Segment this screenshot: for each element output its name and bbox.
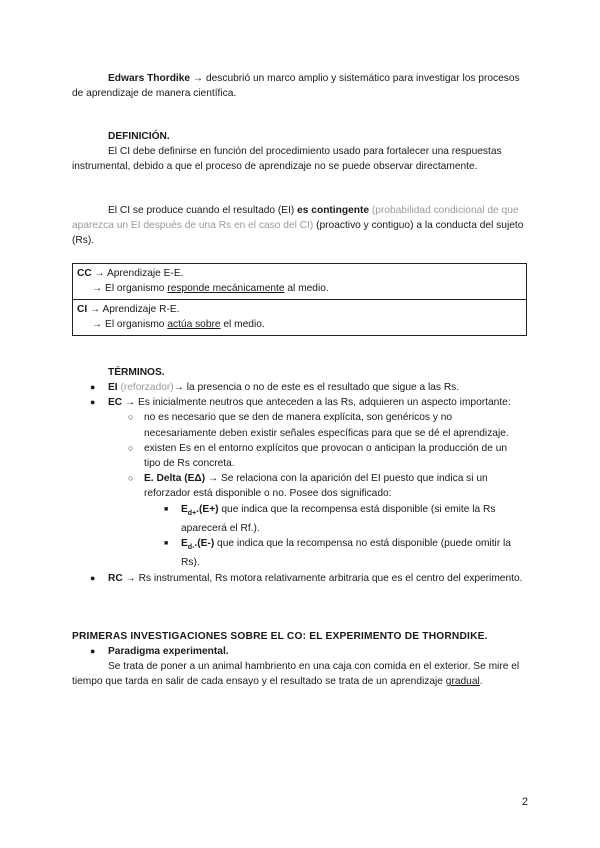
definicion-paragraph-1: El CI debe definirse en función del procedimiento usado para fortalecer una respuestas instrumental, debido a que el proceso de aprendizaje no se puede observar directamente. (72, 146, 502, 173)
intro-text: → descubrió un marco amplio y sistemático para investigar los procesos de aprendizaje de manera científica. (72, 73, 520, 100)
list-item-delta-minus: ■ $E_{d-}.(E-)$ que indica que la recompensa no está disponible (puede omitir la Rs). (164, 538, 511, 569)
circle-bullet-icon: ○ (128, 473, 134, 484)
bullet-icon: ● (90, 646, 96, 656)
definicion-paragraph-2: El CI se produce cuando el resultado (EI) es contingente (probabilidad condicional de que aparezca un EI después de una Rs en el caso del CI) (proactivo y contiguo) a la conducta del sujeto (Rs). (72, 205, 524, 247)
list-item-ec-sub-1: ○ no es necesario que se den de manera explícita, son genéricos y no necesariamente deben existir señales específicas para que se dé el aprendizaje. (128, 412, 509, 439)
list-item-rc: ● RC → Rs instrumental, Rs motora relativamente arbitraria que es el centro del experimento. (90, 571, 524, 586)
ci-cell: CI → Aprendizaje R-E. → El organismo actúa sobre el medio. (73, 299, 526, 335)
page-number: 2 (521, 796, 528, 808)
intro-author: Edwars Thordike (108, 73, 191, 84)
list-item-ec-sub-2: ○ existen Es en el entorno explícitos que provocan o anticipan la producción de un tipo de Rs concreta. (128, 442, 508, 470)
list-item-delta-plus: ■ $E_{d+}.(E+)$ que indica que la recompensa está disponible (si emite la Rs aparecerá el Rf.). (164, 503, 496, 534)
cc-cell: CC → Aprendizaje E-E. → El organismo responde mecánicamente al medio. (77, 268, 329, 294)
investigaciones-paragraph: Se trata de poner a un animal hambriento en una caja con comida en el exterior. Se mire el tiempo que tarda en salir de cada ensayo y el resultado se trata de un aprendizaje gradual. (72, 661, 520, 688)
terminos-heading: TÉRMINOS. (108, 367, 165, 378)
investigaciones-heading: PRIMERAS INVESTIGACIONES SOBRE EL CO: EL EXPERIMENTO DE THORNDIKE. (72, 631, 488, 642)
square-bullet-icon: ■ (164, 540, 169, 548)
investigaciones-list (90, 644, 524, 659)
bullet-icon: ● (90, 397, 96, 408)
circle-bullet-icon: ○ (128, 412, 134, 423)
bullet-icon: ● (90, 382, 96, 392)
square-bullet-icon: ■ (164, 505, 169, 513)
terminos-list (90, 380, 524, 586)
list-item-paradigma: ● Paradigma experimental. (90, 644, 524, 659)
list-item-ec: ● EC → Es inicialmente neutros que anteceden a las Rs, adquieren un aspecto importante: (90, 395, 524, 410)
bullet-icon: ● (90, 572, 96, 583)
list-item-ei: ● EI (reforzador)→ la presencia o no de este es el resultado que sigue a las Rs. (90, 380, 524, 395)
definicion-heading: DEFINICIÓN. (108, 131, 170, 142)
list-item-delta: ○ E. Delta (EΔ) → Se relaciona con la aparición del EI puesto que indica si un reforzador está disponible o no. Posee dos significado: (128, 473, 488, 500)
intro-paragraph (72, 71, 528, 101)
cc-ci-table (72, 263, 527, 336)
circle-bullet-icon: ○ (128, 442, 134, 453)
